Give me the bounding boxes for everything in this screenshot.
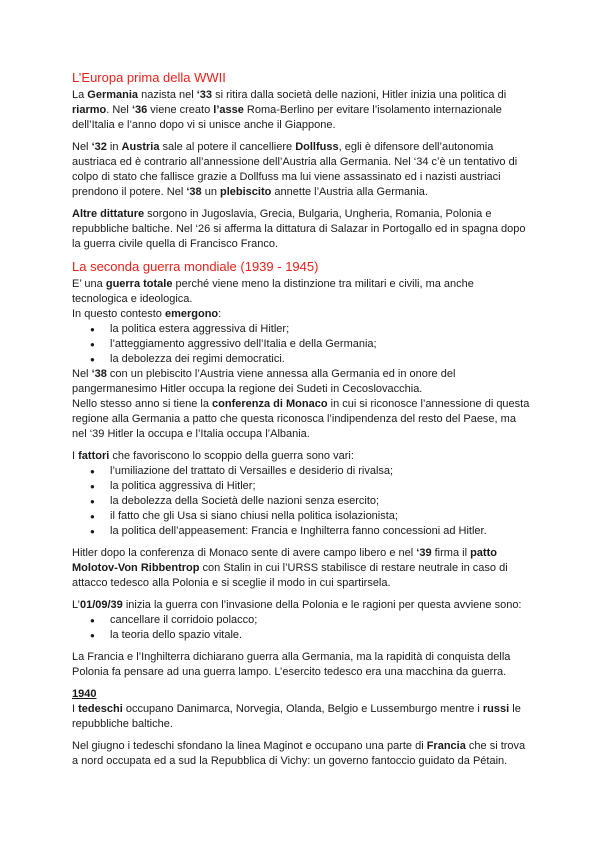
text-run: . Nel bbox=[106, 104, 132, 116]
bold-term: tedeschi bbox=[78, 703, 123, 715]
document-page bbox=[72, 70, 532, 776]
text-run: Nello stesso anno si tiene la bbox=[72, 398, 213, 410]
bold-term: plebiscito bbox=[220, 186, 272, 198]
paragraph-guerra-totale bbox=[72, 277, 532, 307]
text-run: annette l’Austria alla Germania. bbox=[271, 186, 428, 198]
list-item: ● l’umiliazione del trattato di Versailles e desiderio di rivalsa; bbox=[110, 464, 532, 479]
bold-term: conferenza di Monaco bbox=[212, 398, 328, 410]
text-run: : bbox=[218, 308, 222, 320]
paragraph-dittature bbox=[72, 207, 532, 252]
text-run: In questo contesto bbox=[72, 308, 165, 320]
paragraph-germania bbox=[72, 88, 532, 133]
text-run: I bbox=[72, 450, 79, 462]
paragraph-austria bbox=[72, 140, 532, 200]
text-run: La bbox=[72, 89, 88, 101]
bold-term: patto Molotov-Von Ribbentrop bbox=[72, 547, 497, 574]
bold-term: Francia bbox=[426, 740, 466, 752]
bold-term: emergono bbox=[164, 308, 219, 320]
text-run: , egli è difensore dell’autonomia austriaca ed è contrario all’annessione dell’Austria alla Germania. Nel ‘34 c’è un tentativo di colpo di stato che fallisce grazie a Dollfuss ma lui viene assassinato ed i nazisti austriaci prendono il potere. Nel bbox=[72, 141, 518, 198]
paragraph-guerra-lampo bbox=[72, 650, 532, 680]
text-run: perché viene meno la distinzione tra militari e civili, ma anche tecnologica e ideologica. bbox=[72, 278, 474, 305]
bold-term: ‘38 bbox=[186, 186, 202, 198]
paragraph-monaco bbox=[72, 397, 532, 442]
paragraph-contesto bbox=[72, 307, 532, 322]
bullet-list-ragioni bbox=[72, 613, 532, 643]
bold-term: fattori bbox=[78, 450, 110, 462]
text-run: Nel bbox=[72, 368, 92, 380]
bold-term: Austria bbox=[121, 141, 160, 153]
bold-term: ‘38 bbox=[91, 368, 107, 380]
paragraph-occupazioni bbox=[72, 702, 532, 732]
bold-term: riarmo bbox=[72, 104, 107, 116]
paragraph-fattori bbox=[72, 449, 532, 464]
bold-term: ‘33 bbox=[196, 89, 213, 101]
text-run: sale al potere il cancelliere bbox=[159, 141, 296, 153]
paragraph-polonia bbox=[72, 598, 532, 613]
text-run: Hitler dopo la conferenza di Monaco sente di avere campo libero e nel bbox=[72, 547, 417, 559]
bold-term: russi bbox=[482, 703, 510, 715]
year-label: 1940 bbox=[72, 688, 97, 700]
list-item: ● la politica estera aggressiva di Hitler; bbox=[110, 322, 532, 337]
section-heading-europa: L’Europa prima della WWII bbox=[72, 70, 226, 85]
paragraph-patto bbox=[72, 546, 532, 591]
text-run: si ritira dalla società delle nazioni, Hitler inizia una politica di bbox=[212, 89, 507, 101]
text-run: occupano Danimarca, Norvegia, Olanda, Belgio e Lussemburgo mentre i bbox=[122, 703, 483, 715]
bullet-list-fattori bbox=[72, 464, 532, 539]
bold-term: guerra totale bbox=[105, 278, 173, 290]
text-run: L’ bbox=[72, 599, 80, 611]
bold-term: ‘32 bbox=[91, 141, 107, 153]
list-item: ● il fatto che gli Usa si siano chiusi nella politica isolazionista; bbox=[110, 509, 532, 524]
list-item: ● la debolezza dei regimi democratici. bbox=[110, 352, 532, 367]
bullet-list-emergono bbox=[72, 322, 532, 367]
bold-term: ‘39 bbox=[416, 547, 432, 559]
text-run: Roma-Berlino per evitare l’isolamento internazionale dell’Italia e l’anno dopo vi si unisce anche il Giappone. bbox=[72, 104, 502, 131]
text-run: in bbox=[106, 141, 122, 153]
list-item: ● la debolezza della Società delle nazioni senza esercito; bbox=[110, 494, 532, 509]
bold-term: l’asse bbox=[213, 104, 244, 116]
text-run: in cui si riconosce l’annessione di questa regione alla Germania a patto che questa riconosca l’indipendenza del resto del Paese, ma nel ‘39 Hitler la occupa e l’Italia occupa l’Albania. bbox=[72, 398, 530, 440]
text-run: con Stalin in cui l’URSS stabilisce di restare neutrale in caso di attacco tedesco alla Polonia e si sceglie il modo in cui spartirsela. bbox=[72, 562, 508, 589]
bold-term: 01/09/39 bbox=[79, 599, 123, 611]
text-run: inizia la guerra con l’invasione della Polonia e le ragioni per questa avviene sono: bbox=[122, 599, 522, 611]
text-run: firma il bbox=[431, 547, 471, 559]
text-run: un bbox=[201, 186, 221, 198]
text-run: con un plebiscito l’Austria viene annessa alla Germania ed in onore del pangermanesimo Hitler occupa la regione dei Sudeti in Cecoslovacchia. bbox=[72, 368, 456, 395]
list-item: ● l’atteggiamento aggressivo dell’Italia e della Germania; bbox=[110, 337, 532, 352]
text-run: Nel giugno i tedeschi sfondano la linea Maginot e occupano una parte di bbox=[72, 740, 427, 752]
paragraph-sudeti bbox=[72, 367, 532, 397]
bold-term: Altre dittature bbox=[72, 208, 145, 220]
text-run: I bbox=[72, 703, 79, 715]
text-run: che si trova a nord occupata ed a sud la Repubblica di Vichy: un governo fantoccio guidato da Pétain. bbox=[72, 740, 526, 767]
year-heading-1940 bbox=[72, 687, 532, 702]
list-item: ● la politica dell’appeasement: Francia e Inghilterra fanno concessioni ad Hitler. bbox=[110, 524, 532, 539]
text-run: La Francia e l’Inghilterra dichiarano guerra alla Germania, ma la rapidità di conquista della Polonia fa pensare ad una guerra lampo. L’esercito tedesco era una macchina da guerra. bbox=[72, 651, 511, 678]
text-run: nazista nel bbox=[138, 89, 197, 101]
paragraph-maginot bbox=[72, 739, 532, 769]
text-run: sorgono in Jugoslavia, Grecia, Bulgaria, Ungheria, Romania, Polonia e repubbliche baltiche. Nel ‘26 si afferma la dittatura di Salazar in Portogallo ed in spagna dopo la guerra civile quella di Francisco Franco. bbox=[72, 208, 526, 250]
bold-term: Germania bbox=[87, 89, 139, 101]
text-run: le repubbliche baltiche. bbox=[72, 703, 521, 730]
text-run: Nel bbox=[72, 141, 92, 153]
text-run: viene creato bbox=[147, 104, 214, 116]
text-run: che favoriscono lo scoppio della guerra sono vari: bbox=[109, 450, 354, 462]
bold-term: ‘36 bbox=[131, 104, 148, 116]
text-run: E’ una bbox=[72, 278, 106, 290]
list-item: ● la politica aggressiva di Hitler; bbox=[110, 479, 532, 494]
section-heading-guerra: La seconda guerra mondiale (1939 - 1945) bbox=[72, 259, 319, 274]
list-item: ● cancellare il corridoio polacco; bbox=[110, 613, 532, 628]
bold-term: Dollfuss bbox=[295, 141, 339, 153]
list-item: ● la teoria dello spazio vitale. bbox=[110, 628, 532, 643]
